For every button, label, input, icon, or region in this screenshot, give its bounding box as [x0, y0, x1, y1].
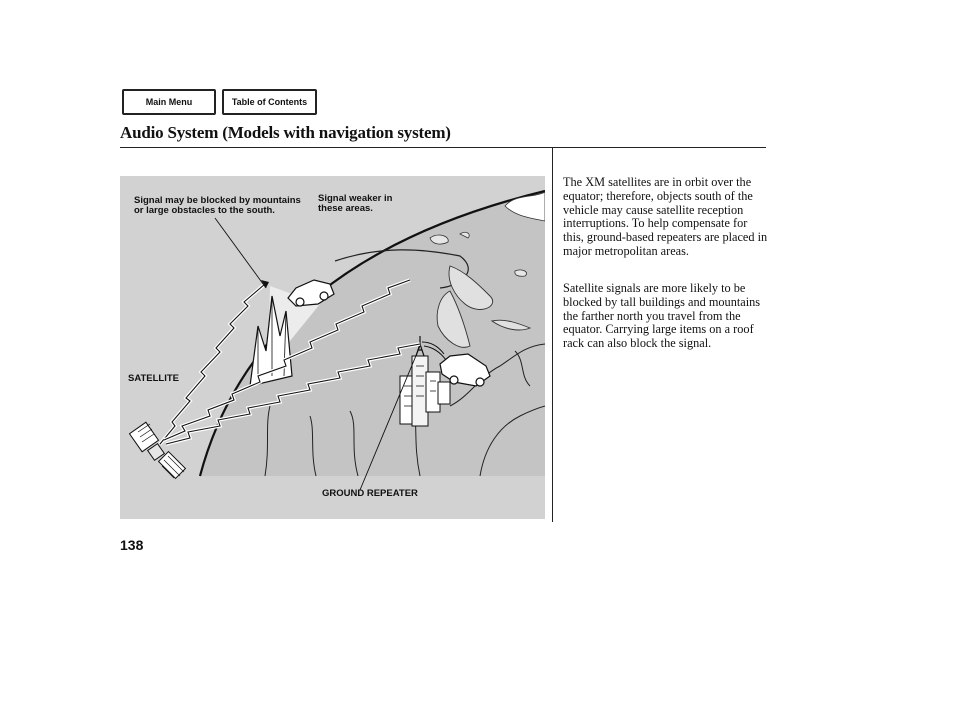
main-menu-button[interactable]: Main Menu	[122, 89, 216, 115]
earth-globe	[200, 191, 545, 476]
page-number: 138	[120, 537, 144, 553]
satellite-signal-illustration	[120, 176, 545, 519]
label-satellite: SATELLITE	[128, 373, 180, 384]
satellite-icon	[129, 422, 185, 478]
paragraph-signal-blocking: Satellite signals are more likely to be blocked by tall buildings and mountains the farther north you travel from the equator. Carrying large items on a roof rack can also block the signal.	[563, 281, 761, 351]
label-ground-repeater: GROUND REPEATER	[322, 488, 418, 499]
island-3	[515, 270, 527, 276]
table-of-contents-button[interactable]: Table of Contents	[222, 89, 317, 115]
paragraph-satellites-orbit: The XM satellites are in orbit over the equator; therefore, objects south of the vehicle may cause satellite reception interruptions. To help compensate for this, ground-based repeaters are placed in major metropolitan areas.	[563, 175, 768, 258]
callout-blocked-signal: Signal may be blocked by mountains or large obstacles to the south.	[134, 195, 301, 216]
column-divider	[552, 148, 553, 522]
leader-line-blocked	[215, 218, 266, 288]
callout-weaker-signal: Signal weaker in these areas.	[318, 193, 393, 214]
title-rule	[120, 147, 766, 148]
illustration-drawing	[120, 176, 545, 519]
page-title: Audio System (Models with navigation system)	[120, 123, 451, 142]
